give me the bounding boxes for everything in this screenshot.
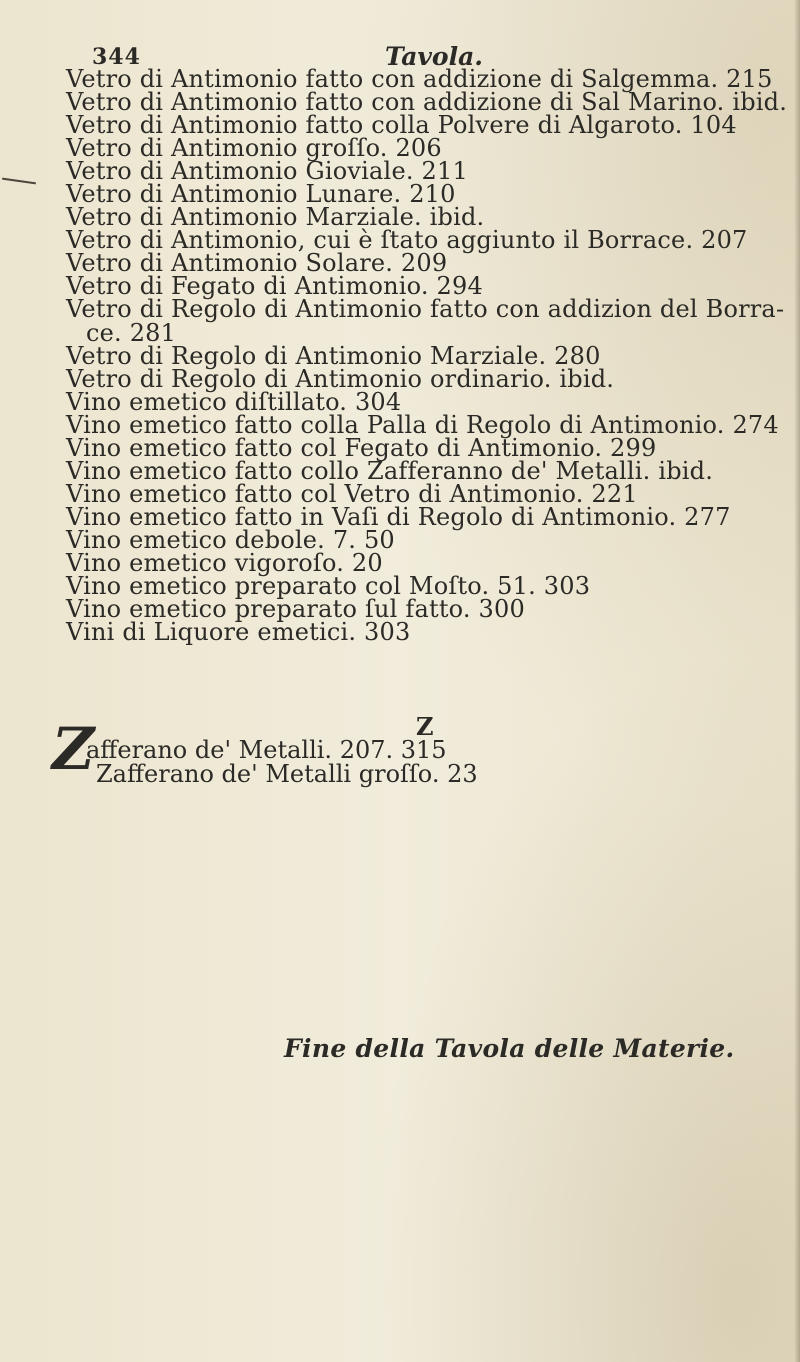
index-entry: Vetro di Antimonio groſſo. 206 <box>66 134 442 163</box>
index-entry: Vino emetico preparato col Moſto. 51. 303 <box>66 572 591 601</box>
page-number: 344 <box>92 44 141 70</box>
page-edge-shadow <box>794 0 800 1362</box>
index-entry: Vino emetico fatto collo Zafferanno de' Metalli. ibid. <box>66 456 714 485</box>
index-entry: Vetro di Antimonio Solare. 209 <box>66 249 448 278</box>
index-entry: Vetro di Regolo di Antimonio fatto con addizion del Borra- <box>66 295 785 324</box>
index-entries <box>66 65 788 647</box>
margin-pen-mark <box>2 178 36 185</box>
index-entry: Vetro di Antimonio, cui è ſtato aggiunto il Borrace. 207 <box>66 226 748 255</box>
index-entry: Vino emetico fatto in Vaſi di Regolo di Antimonio. 277 <box>66 502 731 531</box>
index-entry: Vino emetico debole. 7. 50 <box>66 525 395 554</box>
index-entry: Vino emetico vigoroſo. 20 <box>66 548 383 577</box>
index-entry: Vetro di Antimonio Marziale. ibid. <box>66 203 485 232</box>
index-entry: Vetro di Regolo di Antimonio ordinario. ibid. <box>66 364 615 393</box>
section-letter-heading: Z <box>416 712 434 741</box>
index-entry: afferano de' Metalli. 207. 315 <box>86 736 447 764</box>
end-of-index-note: Fine della Tavola delle Materie. <box>284 1034 735 1063</box>
index-entry: Vino emetico diſtillato. 304 <box>66 387 402 416</box>
index-entry: Vetro di Regolo di Antimonio Marziale. 280 <box>66 341 601 370</box>
index-entry-continuation: ce. 281 <box>86 318 177 347</box>
index-entry: Vino emetico preparato ſul fatto. 300 <box>66 595 525 624</box>
index-entry: Vino emetico fatto colla Palla di Regolo di Antimonio. 274 <box>66 410 779 439</box>
index-entry: Vetro di Antimonio Lunare. 210 <box>66 180 456 209</box>
index-entry: Vetro di Antimonio fatto con addizione di Sal Marino. ibid. <box>66 88 788 117</box>
index-entry: Vetro di Fegato di Antimonio. 294 <box>66 272 483 301</box>
index-entry: Vino emetico fatto col Vetro di Antimonio. 221 <box>66 479 638 508</box>
index-entry: Vetro di Antimonio Gioviale. 211 <box>66 157 468 186</box>
index-entry: Vetro di Antimonio fatto con addizione di Salgemma. 215 <box>66 65 773 93</box>
index-entry: Vini di Liquore emetici. 303 <box>66 618 411 647</box>
index-entry: Zafferano de' Metalli groſſo. 23 <box>96 760 478 788</box>
drop-cap-initial: Z <box>52 715 95 783</box>
section-z-entries <box>86 738 786 786</box>
index-entry: Vetro di Antimonio fatto colla Polvere di Algaroto. 104 <box>66 111 737 140</box>
running-head: Tavola. <box>385 42 484 71</box>
index-entry: Vino emetico fatto col Fegato di Antimonio. 299 <box>66 433 657 462</box>
